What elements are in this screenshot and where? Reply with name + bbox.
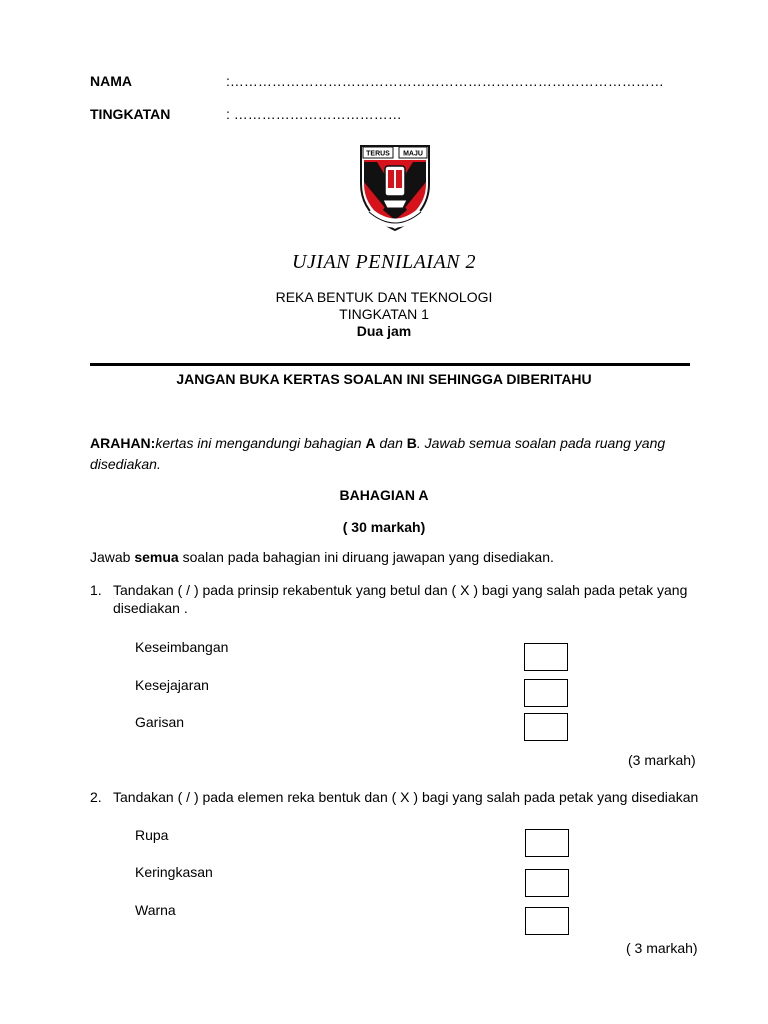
question-2-option: Rupa bbox=[135, 827, 169, 843]
form-level: TINGKATAN 1 bbox=[339, 306, 429, 322]
class-blank[interactable]: : ……………………………… bbox=[226, 106, 402, 122]
question-1-number: 1. bbox=[90, 582, 102, 598]
section-title: BAHAGIAN A bbox=[339, 487, 429, 503]
question-2-answer-box-1[interactable] bbox=[525, 829, 569, 857]
section-note: Jawab semua soalan pada bahagian ini diruang jawapan yang disediakan. bbox=[90, 549, 554, 565]
question-2-answer-box-2[interactable] bbox=[525, 869, 569, 897]
question-1-option: Garisan bbox=[135, 714, 185, 730]
instructions-line-2: disediakan. bbox=[90, 456, 161, 472]
exam-duration: Dua jam bbox=[356, 323, 412, 339]
crest-motto-left: TERUS bbox=[366, 150, 390, 158]
question-1-option: Kesejajaran bbox=[135, 677, 209, 693]
class-label: TINGKATAN bbox=[90, 106, 171, 122]
question-1-text: Tandakan ( / ) pada prinsip rekabentuk yang betul dan ( X ) bagi yang salah pada petak yang bbox=[113, 582, 688, 598]
section-marks: ( 30 markah) bbox=[342, 519, 426, 535]
exam-title: UJIAN PENILAIAN 2 bbox=[291, 251, 477, 273]
warning-notice: JANGAN BUKA KERTAS SOALAN INI SEHINGGA DIBERITAHU bbox=[176, 371, 592, 387]
question-1-text-cont: disediakan . bbox=[113, 600, 188, 616]
question-1-marks: (3 markah) bbox=[628, 752, 696, 768]
question-2-text: Tandakan ( / ) pada elemen reka bentuk dan ( X ) bagi yang salah pada petak yang disediakan bbox=[113, 789, 699, 805]
school-crest-logo bbox=[355, 140, 435, 232]
question-2-answer-box-3[interactable] bbox=[525, 907, 569, 935]
question-2-option: Warna bbox=[135, 902, 176, 918]
instructions-line-1: ARAHAN:kertas ini mengandungi bahagian A dan B. Jawab semua soalan pada ruang yang bbox=[90, 435, 666, 451]
question-2-marks: ( 3 markah) bbox=[626, 940, 698, 956]
divider-line bbox=[90, 363, 690, 366]
crest-motto-right: MAJU bbox=[403, 150, 423, 158]
subject-title: REKA BENTUK DAN TEKNOLOGI bbox=[275, 289, 493, 305]
question-1-option: Keseimbangan bbox=[135, 639, 229, 655]
instructions-label: ARAHAN: bbox=[90, 435, 156, 451]
question-2-option: Keringkasan bbox=[135, 864, 213, 880]
name-label: NAMA bbox=[90, 73, 132, 89]
question-1-answer-box-1[interactable] bbox=[524, 643, 568, 671]
question-1-answer-box-2[interactable] bbox=[524, 679, 568, 707]
question-1-answer-box-3[interactable] bbox=[524, 713, 568, 741]
question-2-number: 2. bbox=[90, 789, 102, 805]
name-blank[interactable]: :………………………………………………………………………………… bbox=[226, 73, 664, 89]
